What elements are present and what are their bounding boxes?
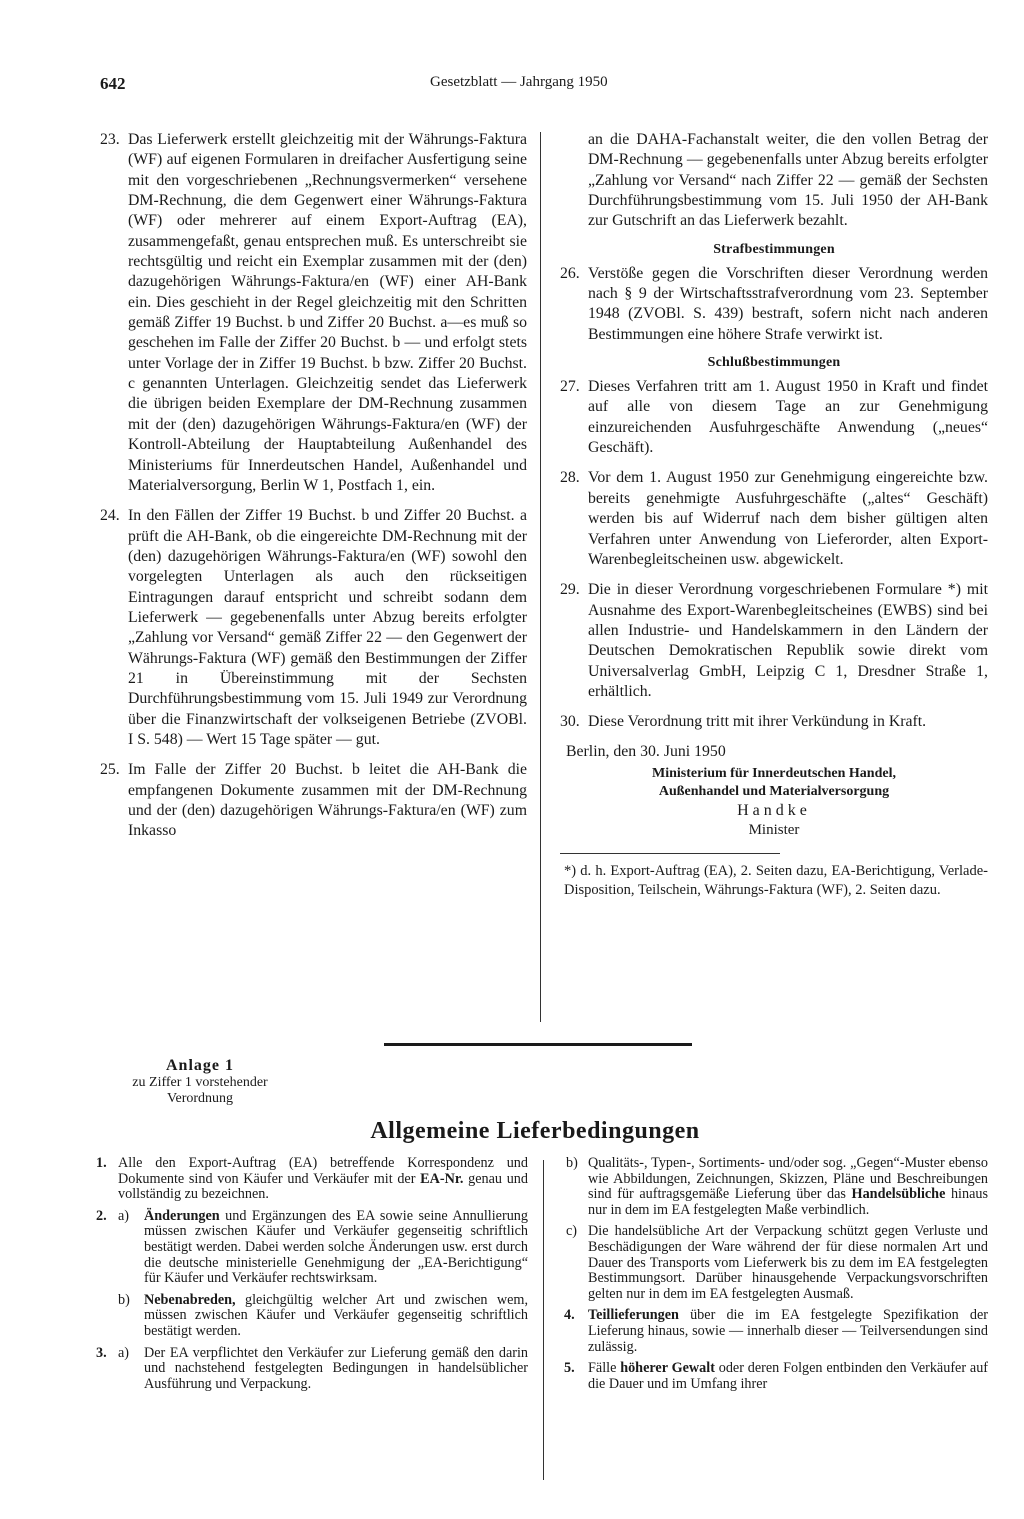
condition-2b xyxy=(96,1293,528,1340)
lower-left-column xyxy=(96,1156,528,1398)
item-text: Alle den Export-Auftrag (EA) betreffende Korrespondenz und Dokumente sind von Käufer und Verkäufer mit der xyxy=(118,1155,528,1187)
item-number: 4. xyxy=(564,1307,575,1324)
paragraph-number: 29. xyxy=(560,581,580,599)
condition-4 xyxy=(560,1308,988,1355)
paragraph-28 xyxy=(560,468,988,570)
paragraph-27 xyxy=(560,377,988,458)
column-divider xyxy=(540,132,541,1022)
signature-title: Minister xyxy=(748,821,800,838)
condition-2a xyxy=(96,1209,528,1287)
paragraph-number: 27. xyxy=(560,378,580,396)
signature-name: Handke xyxy=(737,801,811,819)
condition-3a xyxy=(96,1346,528,1393)
footnote-rule xyxy=(560,853,780,854)
page-header xyxy=(100,74,980,100)
annex-label xyxy=(90,1057,310,1107)
item-bold-text: EA-Nr. xyxy=(420,1170,464,1187)
paragraph-text: Dieses Verfahren tritt am 1. August 1950 in Kraft und findet auf alle von diesem Tage an zur Genehmigung einzureichenden Ausfuhrgeschäfte Anwendung („neues“ Geschäft). xyxy=(588,378,988,457)
paragraph-text: Diese Verordnung tritt mit ihrer Verkündung in Kraft. xyxy=(588,713,927,731)
item-text-continued: oder deren Folgen entbinden den Verkäufer auf die Dauer und im Umfang ihrer xyxy=(588,1360,989,1392)
item-sub-label: b) xyxy=(118,1291,130,1308)
signature-ministry-line-2: Außenhandel und Materialversorgung xyxy=(658,783,890,799)
paragraph-number: 23. xyxy=(100,131,120,148)
item-text: über die im EA festgelegte Spezifikation der Lieferung hinaus, sowie — innerhalb dieser — Teilversendungen sind zulässig. xyxy=(588,1307,988,1355)
upper-right-column xyxy=(560,130,988,900)
item-sub-label: a) xyxy=(118,1207,130,1224)
annex-subtitle-line-2: Verordnung xyxy=(166,1091,234,1106)
section-title: Allgemeine Lieferbedingungen xyxy=(370,1118,700,1144)
item-bold-text: Teillieferungen xyxy=(588,1307,679,1324)
section-separator-rule xyxy=(384,1043,692,1046)
item-number: 2. xyxy=(96,1207,107,1224)
paragraph-text: Das Lieferwerk erstellt gleichzeitig mit der Währungs-Faktura (WF) auf eigenen Formularen in dreifacher Ausfertigung seine mit den vorgeschriebenen „Rechnungsvermerken“ versehene DM-Rechnung, die dem Gegenwert einer Währungs-Faktura (WF) oder mehrerer auf einem Export-Auftrag (EA), zusammengefaßt, genau entsprechen muß. Es unterschreibt sie rechtsgültig und reicht ein Exemplar zusammen mit der (den) dazugehörigen Währungs-Faktura/en (WF) einer AH-Bank ein. Dies geschieht in der Regel gleichzeitig mit den Schritten gemäß Ziffer 19 Buchst. b und Ziffer 20 Buchst. a—es muß so geschehen im Falle der Ziffer 20 Buchst. b — und erfolgt stets unter Vorlage der in Ziffer 19 Buchst. b bzw. Ziffer 20 Buchst. c genannten Unterlagen. Gleichzeitig sendet das Lieferwerk die übrigen beiden Exemplare der DM-Rechnung zusammen mit der (den) dazugehörigen Währungs-Faktura/en (WF) der Kontroll-Abteilung der Hauptabteilung Außenhandel des Ministeriums für Innerdeutschen Handel, Außenhandel und Materialversorgung, Berlin W 1, Postfach 1, ein. xyxy=(128,131,527,494)
item-sub-label: c) xyxy=(566,1223,578,1240)
paragraph-text: Die in dieser Verordnung vorgeschriebenen Formulare *) mit Ausnahme des Export-Warenbegleitscheines (EWBS) sind bei allen Industrie- und Handelskammern in den Ländern der Deutschen Demokratischen Republik sowie direkt vom Universalverlag GmbH, Leipzig C 1, Dresdner Straße 1, erhältlich. xyxy=(588,581,988,700)
item-text: Fälle xyxy=(588,1360,621,1377)
condition-3b xyxy=(560,1156,988,1218)
paragraph-text: an die DAHA-Fachanstalt weiter, die den vollen Betrag der DM-Rechnung — gegebenenfalls unter Abzug bereits erfolgter „Zahlung vor Versand“ nach Ziffer 22 — gemäß der Sechsten Durchführungsbestimmung vom 15. Juli 1950 der AH-Bank zur Gutschrift an das Lieferwerk bezahlt. xyxy=(588,131,988,230)
paragraph-25-continuation xyxy=(560,130,988,232)
condition-5 xyxy=(560,1361,988,1392)
item-sub-label: b) xyxy=(566,1155,578,1171)
item-text: Qualitäts-, Typen-, Sortiments- und/oder sog. „Gegen“-Muster ebenso wie Abbildungen, Zeichnungen, Skizzen, Pläne und Beschreibungen sind für auftragsgemäße Lieferung über das xyxy=(588,1155,988,1203)
upper-left-column xyxy=(100,130,527,852)
paragraph-30 xyxy=(560,712,988,732)
signature-date: Berlin, den 30. Juni 1950 xyxy=(566,742,726,760)
paragraph-number: 26. xyxy=(560,264,580,282)
item-number: 5. xyxy=(564,1360,575,1377)
lower-right-column xyxy=(560,1156,988,1398)
item-number: 3. xyxy=(96,1344,107,1361)
paragraph-number: 25. xyxy=(100,761,120,779)
item-text: Die handelsübliche Art der Verpackung schützt gegen Verluste und Beschädigungen der Ware während der für diese normalen Art und Dauer des Transports vom Lieferwerk bis zu dem im EA festgelegten Bestimmungsort. Darüber hinausgehende Verpackungsvorschriften gelten nur in dem im EA festgelegten Ausmaß. xyxy=(588,1223,988,1302)
heading-strafbestimmungen: Strafbestimmungen xyxy=(713,241,835,257)
item-text: und Ergänzungen des EA sowie seine Annullierung müssen zwischen Käufer und Verkäufer gegenseitig schriftlich bestätigt werden. Dabei werden solche Änderungen usw. erst durch die deutsche ministerielle Genehmigung der „EA-Berichtigung“ für Käufer und Verkäufer rechtswirksam. xyxy=(144,1207,528,1287)
paragraph-text: In den Fällen der Ziffer 19 Buchst. b und Ziffer 20 Buchst. a prüft die AH-Bank, ob die eingereichte DM-Rechnung mit der (den) dazugehörigen Währungs-Faktura/en (WF) sowohl den vorgelegten Unterlagen als auch den rückseitigen Eintragungen darauf entspricht und schreibt sodann dem Lieferwerk — gegebenenfalls unter Abzug bereits erfolgter „Zahlung vor Versand“ gemäß Ziffer 22 — den Gegenwert der Währungs-Faktura (WF) gemäß den Bestimmungen der Ziffer 21 in Übereinstimmung mit der Sechsten Durchführungsbestimmung vom 15. Juli 1949 zur Verordnung über die Finanzwirtschaft der volkseigenen Betriebe (ZVOBl. I S. 548) — Wert 15 Tage später — gut. xyxy=(128,507,527,748)
heading-schlussbestimmungen: Schlußbestimmungen xyxy=(707,355,841,371)
paragraph-25 xyxy=(100,760,527,841)
annex-title: Anlage 1 xyxy=(166,1057,234,1074)
column-divider-lower xyxy=(543,1160,544,1480)
item-bold-text: höherer Gewalt xyxy=(620,1360,715,1377)
signature-ministry-line-1: Ministerium für Innerdeutschen Handel, xyxy=(652,765,896,781)
paragraph-23 xyxy=(100,130,527,496)
item-bold-text: Handelsübliche xyxy=(851,1186,946,1203)
paragraph-24 xyxy=(100,506,527,750)
item-text-continued: genau und vollständig zu bezeichnen. xyxy=(118,1170,528,1203)
condition-1 xyxy=(96,1156,528,1203)
paragraph-number: 30. xyxy=(560,713,580,731)
condition-3c xyxy=(560,1224,988,1302)
item-bold-text: Änderungen xyxy=(144,1207,220,1224)
annex-subtitle-line-1: zu Ziffer 1 vorstehender xyxy=(132,1075,268,1090)
item-bold-text: Nebenabreden, xyxy=(144,1291,236,1308)
paragraph-number: 28. xyxy=(560,469,580,487)
item-text: Der EA verpflichtet den Verkäufer zur Lieferung gemäß den darin und nachstehend festgelegten Bedingungen in handelsüblicher Ausführung und Verpackung. xyxy=(144,1344,528,1392)
paragraph-text: Im Falle der Ziffer 20 Buchst. b leitet die AH-Bank die empfangenen Dokumente zusammen mit der DM-Rechnung und der (den) dazugehörigen Währungs-Faktura/en (WF) zum Inkasso xyxy=(128,761,527,840)
paragraph-text: Vor dem 1. August 1950 zur Genehmigung eingereichte bzw. bereits genehmigte Ausfuhrgeschäfte („altes“ Geschäft) werden bis auf Widerruf nach dem bisher gültigen alten Verfahren unter Anwendung von Lieferorder, alten Export-Warenbegleitscheinen usw. abgewickelt. xyxy=(588,469,988,568)
page-number: 642 xyxy=(100,74,126,93)
paragraph-29 xyxy=(560,580,988,702)
item-number: 1. xyxy=(96,1155,107,1171)
item-text-continued: hinaus nur in dem im EA festgelegten Maße verbindlich. xyxy=(588,1186,988,1218)
item-sub-label: a) xyxy=(118,1344,130,1361)
paragraph-number: 24. xyxy=(100,507,120,525)
paragraph-text: Verstöße gegen die Vorschriften dieser Verordnung werden nach § 9 der Wirtschaftsstrafverordnung vom 23. September 1948 (ZVOBl. S. 439) bestraft, sofern nicht nach anderen Bestimmungen eine höhere Strafe verwirkt ist. xyxy=(588,264,988,343)
running-title: Gesetzblatt — Jahrgang 1950 xyxy=(430,74,608,90)
item-text: gleichgültig welcher Art und zwischen wem, müssen zwischen Käufer und Verkäufer gegenseitig schriftlich bestätigt werden. xyxy=(144,1291,528,1339)
paragraph-26 xyxy=(560,264,988,345)
footnote: *) d. h. Export-Auftrag (EA), 2. Seiten dazu, EA-Berichtigung, Verlade-Disposition, Teilschein, Währungs-Faktura (WF), 2. Seiten dazu. xyxy=(564,862,988,898)
